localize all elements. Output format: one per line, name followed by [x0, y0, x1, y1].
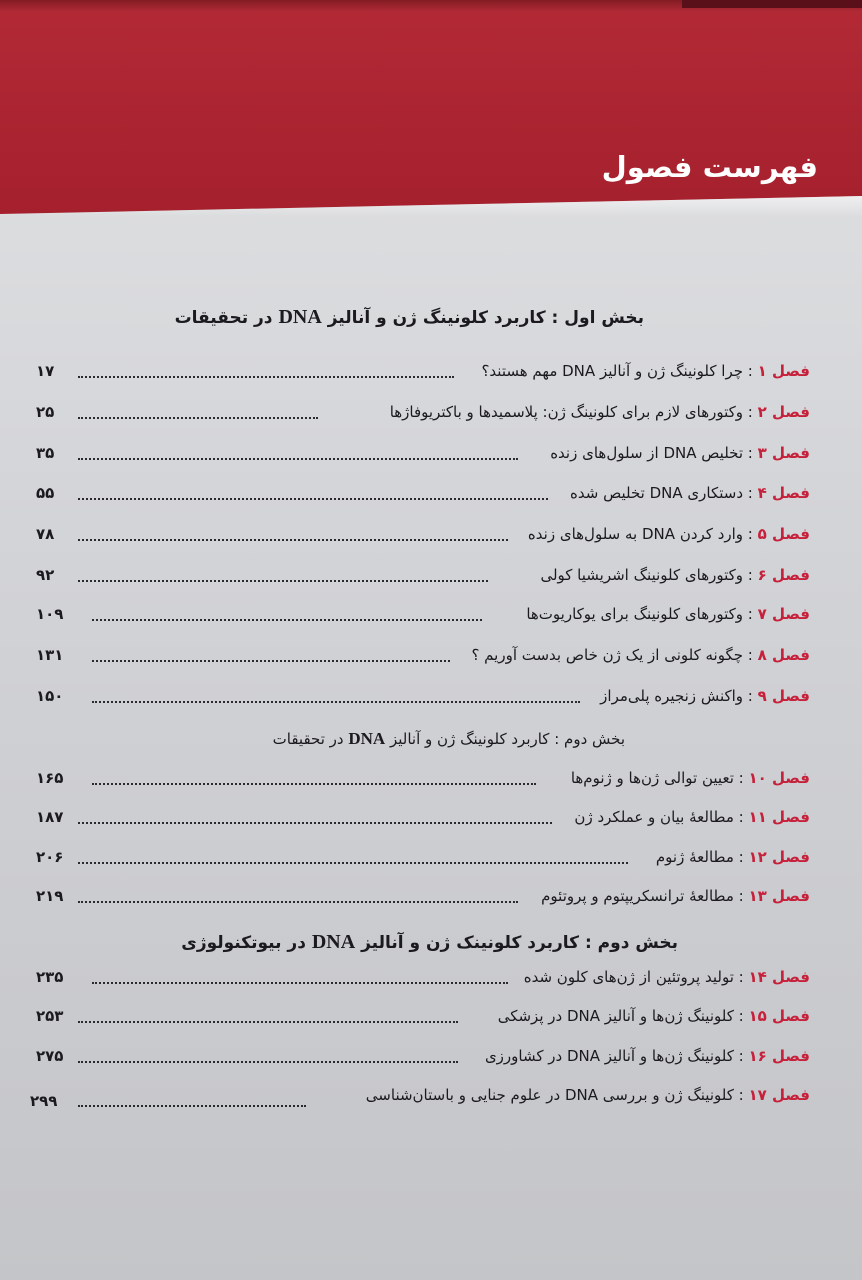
chapter-number: فصل ۴ [757, 484, 810, 502]
toc-label: فصل ۹ : واکنش زنجیره پلی‌مراز [600, 687, 810, 705]
page-number: ۱۸۷ [36, 808, 64, 826]
page-number: ۱۰۹ [36, 605, 64, 623]
toc-entry-2[interactable] [0, 398, 862, 426]
page-number: ۵۵ [36, 484, 55, 502]
chapter-title: مطالعهٔ بیان و عملکرد ژن [574, 808, 734, 826]
toc-entry-1[interactable] [0, 357, 862, 385]
dot-leader [92, 783, 536, 785]
toc-entry-10[interactable] [0, 764, 862, 792]
section-heading-text: بخش دوم : کاربرد کلونینک ژن و آنالیز [355, 933, 678, 953]
dot-leader [78, 1105, 306, 1107]
toc-entry-12[interactable] [0, 843, 862, 871]
toc-label: فصل ۱۱ : مطالعهٔ بیان و عملکرد ژن [574, 808, 810, 826]
section-heading-dna: DNA [348, 729, 386, 748]
toc-label: فصل ۳ : تخلیص DNA از سلول‌های زنده [550, 444, 810, 462]
toc-entry-5[interactable] [0, 520, 862, 548]
chapter-title: وکتورهای کلونینگ برای یوکاریوت‌ها [526, 605, 744, 623]
toc-entry-3[interactable] [0, 439, 862, 467]
chapter-number: فصل ۱۰ [748, 769, 810, 787]
page-number: ۲۱۹ [36, 887, 64, 905]
dot-leader [78, 901, 518, 903]
dot-leader [92, 701, 580, 703]
chapter-title: تخلیص DNA از سلول‌های زنده [550, 444, 744, 462]
dot-leader [78, 1021, 458, 1023]
chapter-title: مطالعهٔ ژنوم [655, 848, 734, 866]
chapter-title: کلونینگ ژن‌ها و آنالیز DNA در کشاورزی [484, 1047, 734, 1065]
chapter-number: فصل ۹ [757, 687, 810, 705]
toc-entry-13[interactable] [0, 882, 862, 910]
toc-label: فصل ۶ : وکتورهای کلونینگ اشریشیا کولی [540, 566, 810, 584]
page-number: ۷۸ [36, 525, 55, 543]
section-heading-text: بخش اول : کاربرد کلونینگ ژن و آنالیز [321, 308, 644, 328]
chapter-number: فصل ۱۴ [748, 968, 810, 986]
toc-entry-8[interactable] [0, 641, 862, 669]
toc-entry-17[interactable] [0, 1081, 862, 1109]
page-number: ۲۵۳ [36, 1007, 64, 1025]
section-heading-text: در تحقیقات [174, 308, 279, 328]
chapter-title: واکنش زنجیره پلی‌مراز [600, 687, 744, 705]
page-number: ۳۵ [36, 444, 55, 462]
toc-label: فصل ۵ : وارد کردن DNA به سلول‌های زنده [527, 525, 810, 543]
page-number: ۱۶۵ [36, 769, 64, 787]
chapter-title: مطالعهٔ ترانسکریپتوم و پروتئوم [541, 887, 734, 905]
dot-leader [92, 619, 482, 621]
page-number: ۲۷۵ [36, 1047, 64, 1065]
dot-leader [78, 417, 318, 419]
dot-leader [78, 376, 454, 378]
chapter-title: تعیین توالی ژن‌ها و ژنوم‌ها [570, 769, 734, 787]
page-number: ۱۳۱ [36, 646, 64, 664]
chapter-title: چرا کلونینگ ژن و آنالیز DNA مهم هستند؟ [481, 362, 744, 380]
page-number: ۱۵۰ [36, 687, 64, 705]
toc-label: فصل ۱۴ : تولید پروتئین از ژن‌های کلون شده [523, 968, 810, 986]
chapter-title: وکتورهای کلونینگ اشریشیا کولی [540, 566, 744, 584]
dot-leader [78, 498, 548, 500]
toc-label: فصل ۴ : دستکاری DNA تخلیص شده [570, 484, 810, 502]
toc-entry-16[interactable] [0, 1042, 862, 1070]
section-heading-3 [0, 931, 862, 954]
dot-leader [78, 1061, 458, 1063]
chapter-number: فصل ۱۵ [748, 1007, 810, 1025]
toc-label: فصل ۸ : چگونه کلونی از یک ژن خاص بدست آوریم ؟ [471, 646, 810, 664]
chapter-title: چگونه کلونی از یک ژن خاص بدست آوریم ؟ [471, 646, 744, 664]
toc-label: فصل ۱۷ : کلونینگ ژن و بررسی DNA در علوم جنایی و باستان‌شناسی [365, 1086, 810, 1104]
chapter-number: فصل ۱۱ [748, 808, 810, 826]
dot-leader [92, 660, 450, 662]
chapter-number: فصل ۱۷ [748, 1086, 810, 1104]
toc-entry-6[interactable] [0, 561, 862, 589]
chapter-title: دستکاری DNA تخلیص شده [570, 484, 744, 502]
chapter-title: وارد کردن DNA به سلول‌های زنده [527, 525, 744, 543]
toc-entry-9[interactable] [0, 682, 862, 710]
page-corner-shadow [682, 0, 862, 8]
dot-leader [78, 822, 552, 824]
section-heading-text: در بیوتکنولوژی [181, 933, 312, 953]
section-heading-dna: DNA [311, 931, 356, 953]
toc-entry-7[interactable] [0, 600, 862, 628]
chapter-number: فصل ۵ [757, 525, 810, 543]
toc-label: فصل ۷ : وکتورهای کلونینگ برای یوکاریوت‌ها [526, 605, 810, 623]
chapter-number: فصل ۷ [757, 605, 810, 623]
toc-label: فصل ۱ : چرا کلونینگ ژن و آنالیز DNA مهم هستند؟ [481, 362, 810, 380]
page-number: ۲۰۶ [36, 848, 64, 866]
toc-label: فصل ۲ : وکتورهای لازم برای کلونینگ ژن: پلاسمیدها و باکتریوفاژها [389, 403, 810, 421]
toc-entry-14[interactable] [0, 963, 862, 991]
page-number: ۲۳۵ [36, 968, 64, 986]
chapter-title: کلونینگ ژن‌ها و آنالیز DNA در پزشکی [497, 1007, 734, 1025]
dot-leader [78, 862, 628, 864]
chapter-number: فصل ۱۲ [748, 848, 810, 866]
page-title: فهرست فصول [601, 150, 818, 184]
section-heading-1 [0, 306, 862, 329]
section-heading-text: بخش دوم : کاربرد کلونینگ ژن و آنالیز [385, 730, 625, 748]
section-heading-text: در تحقیقات [272, 730, 349, 748]
chapter-number: فصل ۱ [757, 362, 810, 380]
page-number: ۲۹۹ [30, 1092, 58, 1110]
toc-entry-11[interactable] [0, 803, 862, 831]
toc-entry-4[interactable] [0, 479, 862, 507]
section-heading-2 [0, 729, 862, 749]
chapter-number: فصل ۱۳ [748, 887, 810, 905]
chapter-title: وکتورهای لازم برای کلونینگ ژن: پلاسمیدها و باکتریوفاژها [389, 403, 744, 421]
dot-leader [78, 458, 518, 460]
dot-leader [78, 539, 508, 541]
chapter-number: فصل ۸ [757, 646, 810, 664]
toc-label: فصل ۱۶ : کلونینگ ژن‌ها و آنالیز DNA در کشاورزی [484, 1047, 810, 1065]
chapter-title: کلونینگ ژن و بررسی DNA در علوم جنایی و باستان‌شناسی [365, 1086, 734, 1104]
toc-label: فصل ۱۳ : مطالعهٔ ترانسکریپتوم و پروتئوم [541, 887, 810, 905]
chapter-number: فصل ۱۶ [748, 1047, 810, 1065]
toc-label: فصل ۱۵ : کلونینگ ژن‌ها و آنالیز DNA در پزشکی [497, 1007, 810, 1025]
page-number: ۱۷ [36, 362, 55, 380]
toc-entry-15[interactable] [0, 1002, 862, 1030]
chapter-number: فصل ۳ [757, 444, 810, 462]
section-heading-dna: DNA [278, 306, 322, 328]
page-number: ۲۵ [36, 403, 55, 421]
chapter-number: فصل ۶ [757, 566, 810, 584]
page-number: ۹۲ [36, 566, 55, 584]
toc-label: فصل ۱۰ : تعیین توالی ژن‌ها و ژنوم‌ها [570, 769, 810, 787]
chapter-title: تولید پروتئین از ژن‌های کلون شده [523, 968, 734, 986]
dot-leader [78, 580, 488, 582]
dot-leader [92, 982, 508, 984]
chapter-number: فصل ۲ [757, 403, 810, 421]
toc-label: فصل ۱۲ : مطالعهٔ ژنوم [655, 848, 810, 866]
